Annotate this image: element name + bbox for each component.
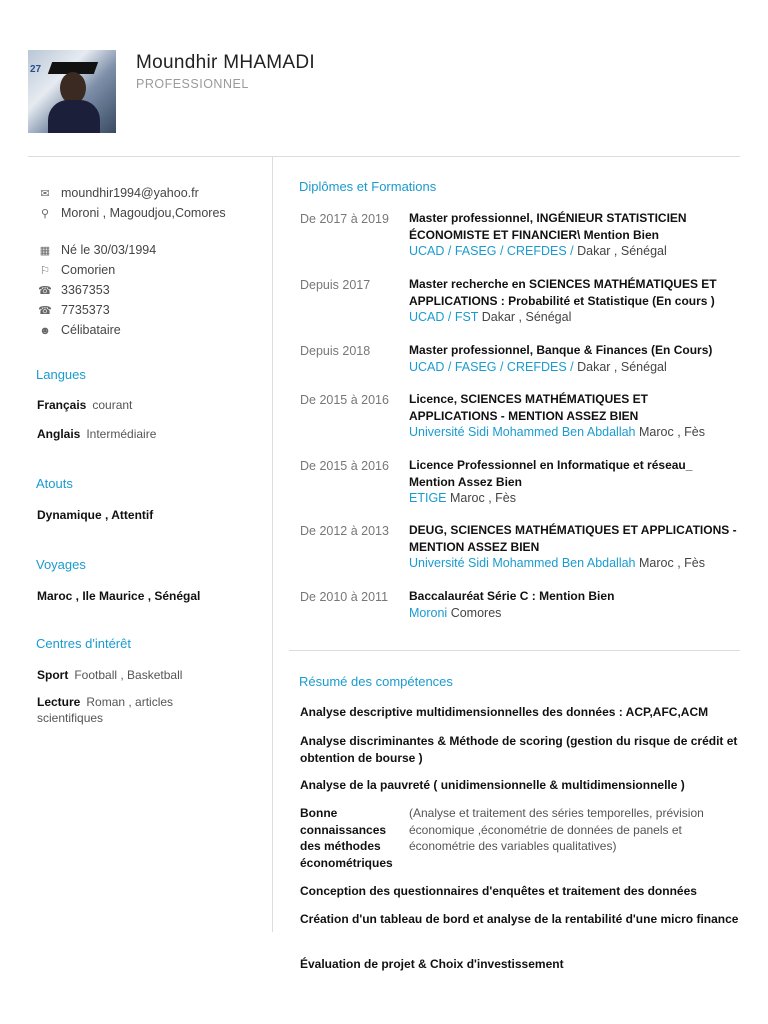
atouts-text xyxy=(37,507,257,523)
skill-item: Conception des questionnaires d'enquêtes et traitement des données xyxy=(300,884,697,898)
interest-detail: Roman , articles scientifiques xyxy=(37,695,174,725)
section-title-skills: Résumé des compétences xyxy=(299,674,453,689)
education-location: Dakar , Sénégal xyxy=(577,359,667,374)
education-location: Maroc , Fès xyxy=(639,425,705,439)
education-location: Maroc , Fès xyxy=(639,556,705,570)
column-divider xyxy=(272,157,273,932)
birthdate-text: Né le 30/03/1994 xyxy=(61,243,157,257)
skill-item: Analyse descriptive multidimensionnelles des données : ACP,AFC,ACM xyxy=(300,705,709,719)
marital-status-text: Célibataire xyxy=(61,323,121,337)
nationality-text: Comorien xyxy=(61,263,116,277)
education-entry xyxy=(409,391,739,441)
education-location: Dakar , Sénégal xyxy=(577,244,667,258)
language-item xyxy=(37,426,257,442)
skill-econometrics-desc: (Analyse et traitement des séries temporelles, prévision économique ,économétrie de données de panels et économétrie des variables qualitatives) xyxy=(409,806,704,853)
person-role: PROFESSIONNEL xyxy=(136,77,249,91)
education-title: Licence, SCIENCES MATHÉMATIQUES ET APPLICATIONS - MENTION ASSEZ BIEN xyxy=(409,392,648,423)
section-title-education: Diplômes et Formations xyxy=(299,179,437,194)
education-date: De 2010 à 2011 xyxy=(300,590,389,604)
section-title-langues: Langues xyxy=(36,367,86,382)
education-title: Master professionnel, INGÉNIEUR STATISTICIEN ÉCONOMISTE ET FINANCIER\ Mention Bien xyxy=(409,211,687,242)
contact-address xyxy=(38,206,226,220)
calendar-icon: ▦ xyxy=(39,245,51,257)
contact-marital-status xyxy=(38,323,121,337)
language-name: Anglais xyxy=(37,427,81,441)
photo-label: 27 xyxy=(30,64,42,75)
education-date: De 2015 à 2016 xyxy=(300,459,389,473)
skill-item: Évaluation de projet & Choix d'investissement xyxy=(300,957,564,971)
skill-item: Analyse de la pauvreté ( unidimensionnelle & multidimensionnelle ) xyxy=(300,778,685,792)
education-date: De 2012 à 2013 xyxy=(300,524,389,538)
education-entry xyxy=(409,522,739,572)
flag-icon: ⚐ xyxy=(40,265,50,277)
education-title: Baccalauréat Série C : Mention Bien xyxy=(409,589,615,603)
education-entry xyxy=(409,276,739,326)
education-institution: UCAD / FST xyxy=(409,310,479,324)
education-institution: Université Sidi Mohammed Ben Abdallah xyxy=(409,425,636,439)
interest-item xyxy=(37,694,207,726)
language-level: courant xyxy=(92,398,133,412)
phone-text: 7735373 xyxy=(61,303,110,317)
section-divider xyxy=(289,650,740,651)
email-text: moundhir1994@yahoo.fr xyxy=(61,186,199,200)
education-title: Licence Professionnel en Informatique et réseau_ Mention Assez Bien xyxy=(409,458,693,489)
education-location: Maroc , Fès xyxy=(450,491,516,505)
users-icon: ☻ xyxy=(39,325,51,337)
contact-email[interactable] xyxy=(38,186,199,200)
top-divider xyxy=(28,156,740,157)
contact-phone-2[interactable] xyxy=(38,303,110,317)
skill-item: Analyse discriminantes & Méthode de scoring (gestion du risque de crédit et obtention de bourse ) xyxy=(300,734,738,765)
education-title: DEUG, SCIENCES MATHÉMATIQUES ET APPLICATIONS - MENTION ASSEZ BIEN xyxy=(409,523,737,554)
education-title: Master professionnel, Banque & Finances (En Cours) xyxy=(409,343,713,357)
interest-name: Sport xyxy=(37,668,69,682)
section-title-atouts: Atouts xyxy=(36,476,73,491)
education-date: Depuis 2018 xyxy=(300,344,371,358)
language-name: Français xyxy=(37,398,87,412)
contact-birthdate xyxy=(38,243,156,257)
address-text: Moroni , Magoudjou,Comores xyxy=(61,206,226,220)
education-institution: Université Sidi Mohammed Ben Abdallah xyxy=(409,556,636,570)
skill-econometrics-label: Bonne connaissances des méthodes économétriques xyxy=(300,806,393,870)
education-entry xyxy=(409,342,739,375)
contact-nationality xyxy=(38,263,115,277)
interest-name: Lecture xyxy=(37,695,81,709)
location-pin-icon: ⚲ xyxy=(40,208,50,220)
phone-icon: ☎ xyxy=(38,285,52,297)
education-institution: ETIGE xyxy=(409,491,447,505)
education-date: De 2015 à 2016 xyxy=(300,393,389,407)
interest-detail: Football , Basketball xyxy=(74,668,183,682)
education-entry xyxy=(409,210,739,260)
education-entry xyxy=(409,457,739,507)
education-date: Depuis 2017 xyxy=(300,278,371,292)
education-institution: UCAD / FASEG / CREFDES / xyxy=(409,244,574,258)
education-date: De 2017 à 2019 xyxy=(300,212,389,226)
language-level: Intermédiaire xyxy=(86,427,157,441)
voyages-text xyxy=(37,588,257,604)
atouts-value: Dynamique , Attentif xyxy=(37,508,154,522)
person-name: Moundhir MHAMADI xyxy=(136,52,316,73)
education-entry xyxy=(409,588,739,621)
voyages-value: Maroc , Ile Maurice , Sénégal xyxy=(37,589,201,603)
education-institution: Moroni xyxy=(409,605,448,620)
interest-item xyxy=(37,667,257,683)
language-item xyxy=(37,397,257,413)
section-title-voyages: Voyages xyxy=(36,557,86,572)
photo-body-shape xyxy=(48,100,100,133)
profile-photo xyxy=(28,50,116,133)
contact-phone-1[interactable] xyxy=(38,283,110,297)
education-location: Comores xyxy=(450,605,502,620)
phone-icon: ☎ xyxy=(38,305,52,317)
skill-item: Création d'un tableau de bord et analyse de la rentabilité d'une micro finance xyxy=(300,912,739,926)
envelope-icon: ✉ xyxy=(40,188,50,200)
education-title: Master recherche en SCIENCES MATHÉMATIQUES ET APPLICATIONS : Probabilité et Statistique (En cours ) xyxy=(409,277,717,308)
phone-text: 3367353 xyxy=(61,283,110,297)
education-institution: UCAD / FASEG / CREFDES / xyxy=(409,359,574,374)
education-location: Dakar , Sénégal xyxy=(481,310,572,324)
section-title-interets: Centres d'intérêt xyxy=(36,636,131,651)
